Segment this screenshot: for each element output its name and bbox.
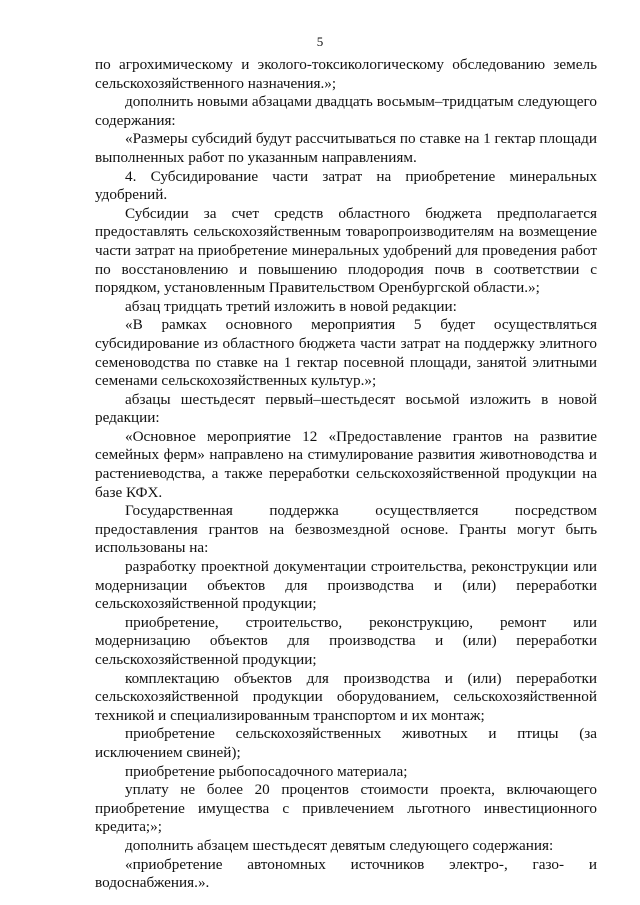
paragraph: по агрохимическому и эколого-токсикологическому обследованию земель сельскохозяйственного назначения.»; <box>95 56 597 92</box>
paragraph: приобретение, строительство, реконструкцию, ремонт или модернизацию объектов для производства и (или) переработки сельскохозяйственной продукции; <box>95 613 597 668</box>
paragraph: разработку проектной документации строительства, реконструкции или модернизации объектов для производства и (или) переработки сельскохозяйственной продукции; <box>95 558 597 613</box>
paragraph: приобретение рыбопосадочного материала; <box>125 762 408 780</box>
paragraph: «В рамках основного мероприятия 5 будет осуществляться субсидирование из областного бюджета части затрат на поддержку элитного семеноводства по ставке на 1 гектар посевной площади, занятой элитными семенами сельскохозяйственных культур.»; <box>95 316 597 390</box>
paragraph: приобретение сельскохозяйственных животных и птицы (за исключением свиней); <box>95 725 597 761</box>
paragraph: абзац тридцать третий изложить в новой редакции: <box>125 297 457 315</box>
paragraph: 4. Субсидирование части затрат на приобретение минеральных удобрений. <box>95 167 597 204</box>
paragraph: Субсидии за счет средств областного бюджета предполагается предоставлять сельскохозяйственным товаропроизводителям на возмещение части затрат на приобретение минеральных удобрений для проведения работ по восстановлению и повышению плодородия почв в соответствии с порядком, установленным Правительством Оренбургской области.»; <box>95 204 597 297</box>
paragraph: «приобретение автономных источников электро-, газо- и водоснабжения.». <box>95 855 597 892</box>
paragraph: абзацы шестьдесят первый–шестьдесят восьмой изложить в новой редакции: <box>95 390 597 427</box>
paragraph: уплату не более 20 процентов стоимости проекта, включающего приобретение имущества с привлечением льготного инвестиционного кредита;»; <box>95 781 597 836</box>
paragraph: комплектацию объектов для производства и (или) переработки сельскохозяйственной продукции оборудованием, сельскохозяйственной техникой и специализированным транспортом и их монтаж; <box>95 669 597 724</box>
paragraph: «Основное мероприятие 12 «Предоставление грантов на развитие семейных ферм» направлено на стимулирование развития животноводства и растениеводства, а также переработки сельскохозяйственной продукции на базе КФХ. <box>95 427 597 501</box>
paragraph: «Размеры субсидий будут рассчитываться по ставке на 1 гектар площади выполненных работ по указанным направлениям. <box>95 130 597 166</box>
paragraph: дополнить абзацем шестьдесят девятым следующего содержания: <box>125 836 554 854</box>
document-body <box>95 56 597 893</box>
paragraph: Государственная поддержка осуществляется посредством предоставления грантов на безвозмездной основе. Гранты могут быть использованы на: <box>95 502 597 557</box>
paragraph: дополнить новыми абзацами двадцать восьмым–тридцатым следующего содержания: <box>95 93 597 129</box>
page-number: 5 <box>316 34 324 49</box>
